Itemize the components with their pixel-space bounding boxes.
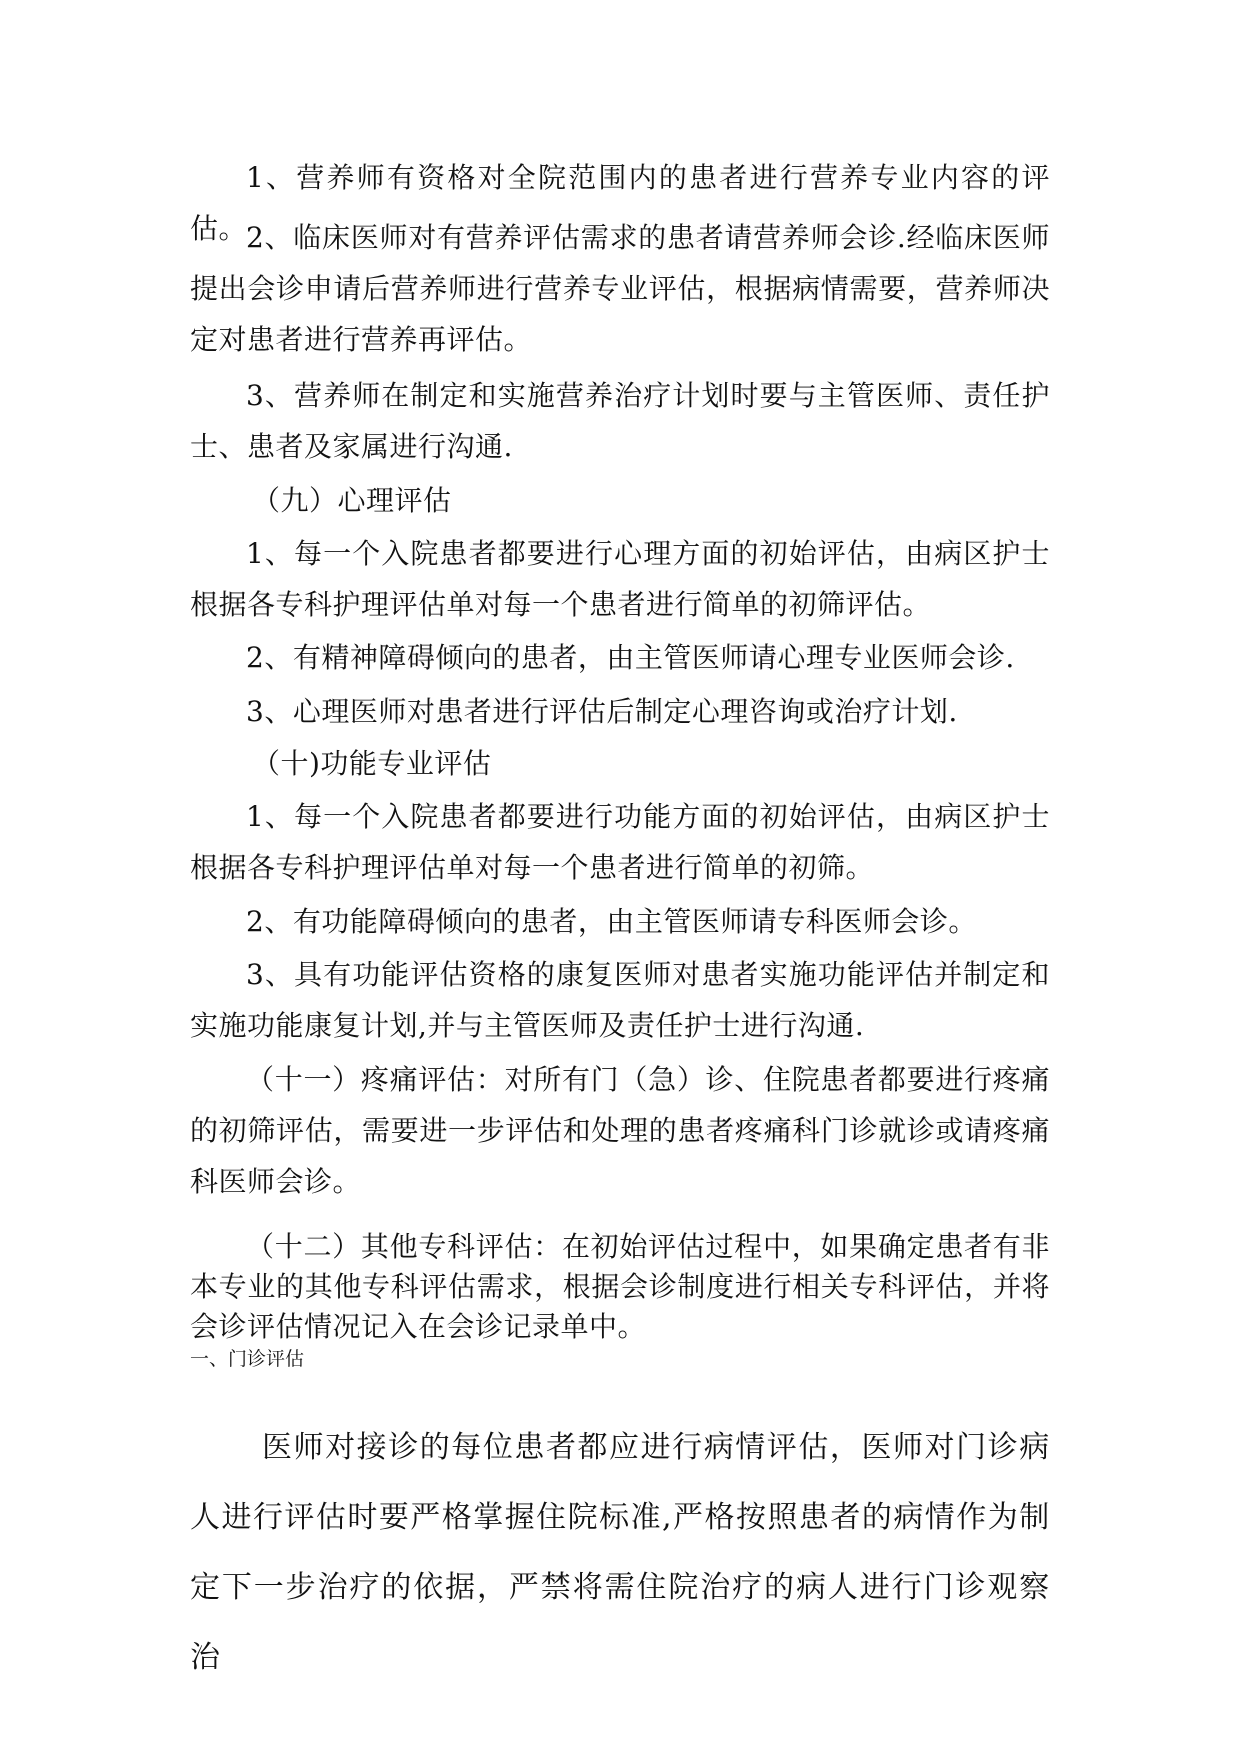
paragraph-functional-2: 2、有功能障碍倾向的患者，由主管医师请专科医师会诊。 <box>246 905 977 938</box>
heading-functional-assessment: （十)功能专业评估 <box>252 747 492 780</box>
section-heading-outpatient: 一、门诊评估 <box>190 1348 305 1370</box>
paragraph-psych-1: 1、每一个入院患者都要进行心理方面的初始评估，由病区护士根据各专科护理评估单对每一个患者进行简单的初筛评估。 <box>190 537 1050 621</box>
paragraph-functional-3: 3、具有功能评估资格的康复医师对患者实施功能评估并制定和实施功能康复计划,并与主管医师及责任护士进行沟通. <box>190 958 1050 1042</box>
paragraph-nutrition-3: 3、营养师在制定和实施营养治疗计划时要与主管医师、责任护士、患者及家属进行沟通. <box>190 379 1050 463</box>
paragraph-pain-assessment: （十一）疼痛评估：对所有门（急）诊、住院患者都要进行疼痛的初筛评估，需要进一步评估和处理的患者疼痛科门诊就诊或请疼痛科医师会诊。 <box>190 1063 1050 1198</box>
paragraph-functional-1: 1、每一个入院患者都要进行功能方面的初始评估，由病区护士根据各专科护理评估单对每一个患者进行简单的初筛。 <box>190 800 1050 884</box>
heading-psychological-assessment: （九）心理评估 <box>252 484 452 517</box>
paragraph-outpatient-assessment: 医师对接诊的每位患者都应进行病情评估，医师对门诊病人进行评估时要严格掌握住院标准,严格按照患者的病情作为制定下一步治疗的依据，严禁将需住院治疗的病人进行门诊观察治 <box>190 1430 1050 1675</box>
paragraph-nutrition-2: 2、临床医师对有营养评估需求的患者请营养师会诊.经临床医师提出会诊申请后营养师进行营养专业评估，根据病情需要，营养师决定对患者进行营养再评估。 <box>190 221 1050 356</box>
paragraph-psych-2: 2、有精神障碍倾向的患者，由主管医师请心理专业医师会诊. <box>246 641 1015 674</box>
paragraph-psych-3: 3、心理医师对患者进行评估后制定心理咨询或治疗计划. <box>246 695 958 728</box>
paragraph-other-specialty-assessment: （十二）其他专科评估：在初始评估过程中，如果确定患者有非本专业的其他专科评估需求，根据会诊制度进行相关专科评估，并将会诊评估情况记入在会诊记录单中。 <box>190 1230 1050 1343</box>
paragraph-nutrition-1: 1、营养师有资格对全院范围内的患者进行营养专业内容的评估。 <box>190 161 1050 245</box>
